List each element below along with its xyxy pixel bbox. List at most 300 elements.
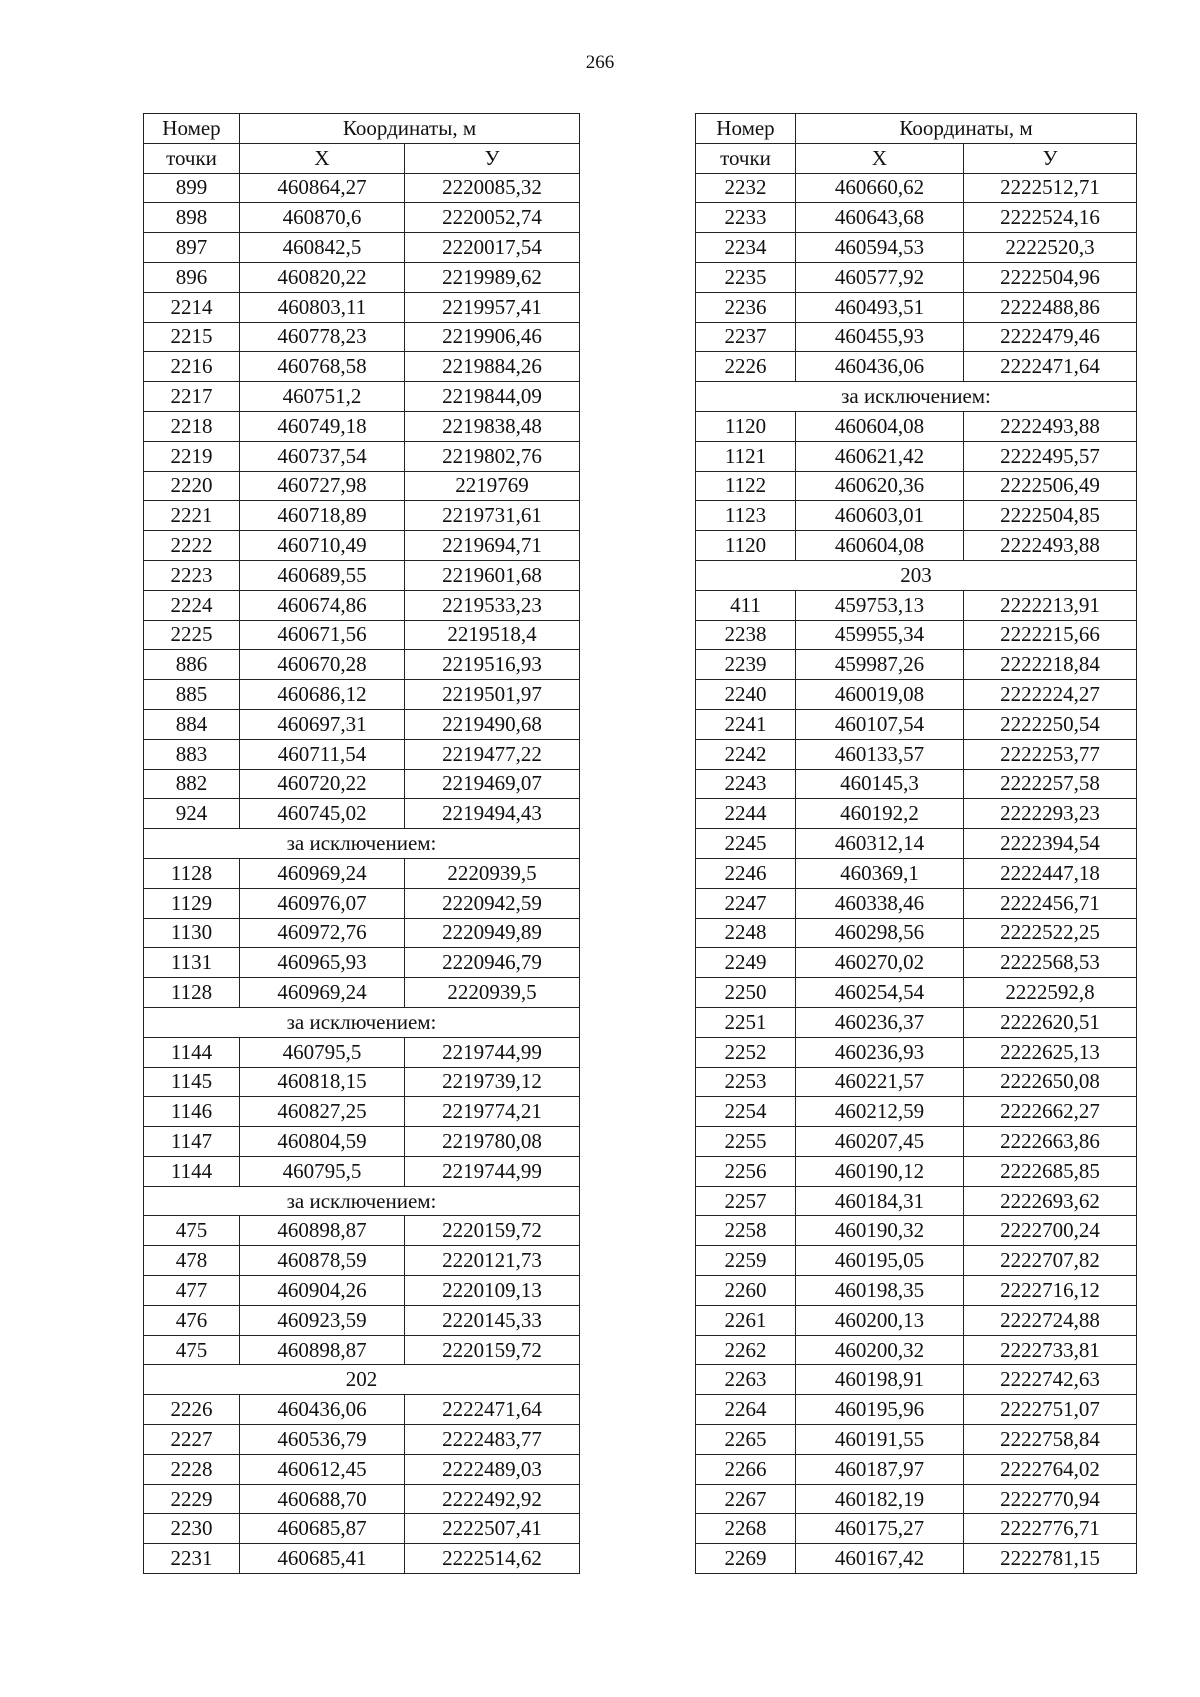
x-coordinate-cell: 460660,62 (796, 173, 964, 203)
y-coordinate-cell: 2222520,3 (964, 233, 1137, 263)
y-coordinate-cell: 2220109,13 (405, 1276, 580, 1306)
y-coordinate-cell: 2222620,51 (964, 1007, 1137, 1037)
point-number-cell: 2256 (696, 1156, 796, 1186)
table-row (696, 858, 1137, 888)
y-coordinate-cell: 2222514,62 (405, 1544, 580, 1574)
table-row (696, 1454, 1137, 1484)
point-number-cell: 2258 (696, 1216, 796, 1246)
table-row (144, 888, 580, 918)
x-coordinate-cell: 460820,22 (240, 262, 405, 292)
y-coordinate-cell: 2219518,4 (405, 620, 580, 650)
y-coordinate-cell: 2222592,8 (964, 978, 1137, 1008)
section-row (144, 829, 580, 859)
y-coordinate-cell: 2219533,23 (405, 590, 580, 620)
table-row (696, 411, 1137, 441)
y-coordinate-cell: 2220946,79 (405, 948, 580, 978)
table-row (144, 560, 580, 590)
x-coordinate-cell: 460803,11 (240, 292, 405, 322)
point-number-cell: 2247 (696, 888, 796, 918)
x-coordinate-cell: 460270,02 (796, 948, 964, 978)
y-coordinate-cell: 2222742,63 (964, 1365, 1137, 1395)
y-coordinate-cell: 2222471,64 (405, 1395, 580, 1425)
y-coordinate-cell: 2220942,59 (405, 888, 580, 918)
section-label: 202 (144, 1365, 580, 1395)
table-body (144, 114, 580, 1574)
page-number: 266 (585, 52, 615, 73)
point-number-cell: 1147 (144, 1127, 240, 1157)
point-number-cell: 477 (144, 1276, 240, 1306)
y-coordinate-cell: 2222257,58 (964, 769, 1137, 799)
point-number-cell: 2235 (696, 262, 796, 292)
table-row (696, 829, 1137, 859)
x-coordinate-cell: 460195,96 (796, 1395, 964, 1425)
point-number-cell: 1128 (144, 858, 240, 888)
table-row (696, 680, 1137, 710)
table-row (144, 501, 580, 531)
table-row (144, 1156, 580, 1186)
y-coordinate-cell: 2222218,84 (964, 650, 1137, 680)
x-coordinate-cell: 460167,42 (796, 1544, 964, 1574)
table-row (144, 978, 580, 1008)
table-row (144, 1544, 580, 1574)
coordinates-table-left (143, 113, 580, 1574)
y-coordinate-cell: 2219739,12 (405, 1067, 580, 1097)
point-number-cell: 2223 (144, 560, 240, 590)
y-coordinate-cell: 2222483,77 (405, 1425, 580, 1455)
x-coordinate-cell: 460604,08 (796, 531, 964, 561)
point-number-cell: 2255 (696, 1127, 796, 1157)
y-coordinate-cell: 2219769 (405, 471, 580, 501)
point-number-cell: 2268 (696, 1514, 796, 1544)
point-number-cell: 1131 (144, 948, 240, 978)
point-number-cell: 2237 (696, 322, 796, 352)
x-coordinate-cell: 460184,31 (796, 1186, 964, 1216)
table-row (696, 352, 1137, 382)
point-number-cell: 884 (144, 709, 240, 739)
y-coordinate-cell: 2219780,08 (405, 1127, 580, 1157)
x-coordinate-cell: 460711,54 (240, 739, 405, 769)
y-coordinate-cell: 2222522,25 (964, 918, 1137, 948)
point-number-cell: 2266 (696, 1454, 796, 1484)
x-coordinate-cell: 460818,15 (240, 1067, 405, 1097)
y-coordinate-cell: 2222751,07 (964, 1395, 1137, 1425)
x-coordinate-cell: 460187,97 (796, 1454, 964, 1484)
point-number-cell: 1120 (696, 411, 796, 441)
table-row (144, 1484, 580, 1514)
x-coordinate-cell: 460727,98 (240, 471, 405, 501)
table-row (144, 948, 580, 978)
y-coordinate-cell: 2222394,54 (964, 829, 1137, 859)
table-row (144, 1216, 580, 1246)
x-coordinate-cell: 460749,18 (240, 411, 405, 441)
point-number-cell: 2230 (144, 1514, 240, 1544)
table-row (696, 650, 1137, 680)
point-number-cell: 2267 (696, 1484, 796, 1514)
table-row (696, 1484, 1137, 1514)
table-row (696, 1276, 1137, 1306)
x-column-header: X (240, 143, 405, 173)
x-coordinate-cell: 460768,58 (240, 352, 405, 382)
y-coordinate-cell: 2222700,24 (964, 1216, 1137, 1246)
x-coordinate-cell: 460804,59 (240, 1127, 405, 1157)
x-coordinate-cell: 460710,49 (240, 531, 405, 561)
y-coordinate-cell: 2222524,16 (964, 203, 1137, 233)
table-row (144, 262, 580, 292)
point-number-cell: 898 (144, 203, 240, 233)
section-label: за исключением: (144, 1186, 580, 1216)
point-number-cell: 2244 (696, 799, 796, 829)
x-coordinate-cell: 460436,06 (796, 352, 964, 382)
x-coordinate-cell: 460338,46 (796, 888, 964, 918)
table-row (144, 531, 580, 561)
point-number-cell: 2240 (696, 680, 796, 710)
point-number-cell: 2252 (696, 1037, 796, 1067)
y-coordinate-cell: 2219774,21 (405, 1097, 580, 1127)
point-number-cell: 2219 (144, 441, 240, 471)
table-row (144, 1037, 580, 1067)
x-coordinate-cell: 460603,01 (796, 501, 964, 531)
point-number-cell: 2246 (696, 858, 796, 888)
x-coordinate-cell: 460577,92 (796, 262, 964, 292)
y-coordinate-cell: 2220159,72 (405, 1216, 580, 1246)
x-coordinate-cell: 460455,93 (796, 322, 964, 352)
x-coordinate-cell: 460972,76 (240, 918, 405, 948)
table-row (696, 799, 1137, 829)
y-coordinate-cell: 2222663,86 (964, 1127, 1137, 1157)
x-coordinate-cell: 460737,54 (240, 441, 405, 471)
y-coordinate-cell: 2222781,15 (964, 1544, 1137, 1574)
table-row (144, 1514, 580, 1544)
point-number-cell: 896 (144, 262, 240, 292)
table-row (144, 1067, 580, 1097)
table-row (144, 1127, 580, 1157)
y-coordinate-cell: 2222693,62 (964, 1186, 1137, 1216)
y-column-header: У (964, 143, 1137, 173)
x-coordinate-cell: 460212,59 (796, 1097, 964, 1127)
table-row (696, 1335, 1137, 1365)
table-row (696, 918, 1137, 948)
x-coordinate-cell: 460192,2 (796, 799, 964, 829)
y-coordinate-cell: 2219957,41 (405, 292, 580, 322)
y-coordinate-cell: 2222625,13 (964, 1037, 1137, 1067)
coordinates-header: Координаты, м (796, 114, 1137, 144)
point-number-cell: 2217 (144, 382, 240, 412)
x-coordinate-cell: 460594,53 (796, 233, 964, 263)
y-coordinate-cell: 2219802,76 (405, 441, 580, 471)
point-number-header-bottom: точки (144, 143, 240, 173)
table-row (144, 352, 580, 382)
table-row (696, 1156, 1137, 1186)
y-coordinate-cell: 2219744,99 (405, 1156, 580, 1186)
y-coordinate-cell: 2222489,03 (405, 1454, 580, 1484)
x-coordinate-cell: 460175,27 (796, 1514, 964, 1544)
point-number-cell: 2253 (696, 1067, 796, 1097)
x-coordinate-cell: 460198,91 (796, 1365, 964, 1395)
y-coordinate-cell: 2220121,73 (405, 1246, 580, 1276)
x-coordinate-cell: 460612,45 (240, 1454, 405, 1484)
point-number-cell: 2238 (696, 620, 796, 650)
point-number-cell: 2218 (144, 411, 240, 441)
point-number-cell: 883 (144, 739, 240, 769)
x-coordinate-cell: 460674,86 (240, 590, 405, 620)
x-coordinate-cell: 460312,14 (796, 829, 964, 859)
point-number-cell: 2233 (696, 203, 796, 233)
point-number-cell: 2257 (696, 1186, 796, 1216)
point-number-cell: 1130 (144, 918, 240, 948)
x-coordinate-cell: 460904,26 (240, 1276, 405, 1306)
y-column-header: У (405, 143, 580, 173)
table-row (144, 1335, 580, 1365)
x-coordinate-cell: 460685,41 (240, 1544, 405, 1574)
x-coordinate-cell: 460864,27 (240, 173, 405, 203)
y-coordinate-cell: 2222685,85 (964, 1156, 1137, 1186)
point-number-cell: 2225 (144, 620, 240, 650)
point-number-cell: 897 (144, 233, 240, 263)
y-coordinate-cell: 2222215,66 (964, 620, 1137, 650)
point-number-cell: 882 (144, 769, 240, 799)
point-number-cell: 2232 (696, 173, 796, 203)
y-coordinate-cell: 2222776,71 (964, 1514, 1137, 1544)
point-number-cell: 2214 (144, 292, 240, 322)
x-coordinate-cell: 460604,08 (796, 411, 964, 441)
table-row (696, 978, 1137, 1008)
table-row (144, 680, 580, 710)
x-coordinate-cell: 460236,93 (796, 1037, 964, 1067)
header-row (696, 143, 1137, 173)
table-row (144, 203, 580, 233)
point-number-cell: 1145 (144, 1067, 240, 1097)
table-row (144, 650, 580, 680)
y-coordinate-cell: 2220939,5 (405, 858, 580, 888)
y-coordinate-cell: 2222707,82 (964, 1246, 1137, 1276)
point-number-cell: 476 (144, 1305, 240, 1335)
table-row (144, 292, 580, 322)
y-coordinate-cell: 2222447,18 (964, 858, 1137, 888)
point-number-cell: 411 (696, 590, 796, 620)
table-row (696, 769, 1137, 799)
y-coordinate-cell: 2222504,85 (964, 501, 1137, 531)
header-row (696, 114, 1137, 144)
x-coordinate-cell: 460298,56 (796, 918, 964, 948)
x-coordinate-cell: 460145,3 (796, 769, 964, 799)
table-row (144, 739, 580, 769)
header-row (144, 114, 580, 144)
point-number-cell: 1129 (144, 888, 240, 918)
x-coordinate-cell: 460689,55 (240, 560, 405, 590)
table-row (696, 1186, 1137, 1216)
point-number-cell: 899 (144, 173, 240, 203)
y-coordinate-cell: 2222506,49 (964, 471, 1137, 501)
x-coordinate-cell: 460745,02 (240, 799, 405, 829)
x-coordinate-cell: 460720,22 (240, 769, 405, 799)
table-row (144, 471, 580, 501)
y-coordinate-cell: 2222471,64 (964, 352, 1137, 382)
x-coordinate-cell: 460795,5 (240, 1037, 405, 1067)
table-row (696, 1097, 1137, 1127)
point-number-cell: 2250 (696, 978, 796, 1008)
point-number-header-top: Номер (696, 114, 796, 144)
table-body (696, 114, 1137, 1574)
x-coordinate-cell: 460976,07 (240, 888, 405, 918)
y-coordinate-cell: 2222504,96 (964, 262, 1137, 292)
point-number-cell: 2260 (696, 1276, 796, 1306)
point-number-cell: 2236 (696, 292, 796, 322)
x-coordinate-cell: 460236,37 (796, 1007, 964, 1037)
x-coordinate-cell: 460686,12 (240, 680, 405, 710)
table-row (696, 1037, 1137, 1067)
y-coordinate-cell: 2222733,81 (964, 1335, 1137, 1365)
x-coordinate-cell: 460182,19 (796, 1484, 964, 1514)
table-row (144, 1305, 580, 1335)
x-coordinate-cell: 460923,59 (240, 1305, 405, 1335)
section-row (144, 1186, 580, 1216)
point-number-cell: 475 (144, 1335, 240, 1365)
table-row (696, 1067, 1137, 1097)
y-coordinate-cell: 2222492,92 (405, 1484, 580, 1514)
point-number-cell: 2231 (144, 1544, 240, 1574)
point-number-cell: 2216 (144, 352, 240, 382)
point-number-cell: 1128 (144, 978, 240, 1008)
point-number-cell: 1144 (144, 1156, 240, 1186)
x-coordinate-cell: 460198,35 (796, 1276, 964, 1306)
x-coordinate-cell: 460191,55 (796, 1425, 964, 1455)
y-coordinate-cell: 2219477,22 (405, 739, 580, 769)
x-coordinate-cell: 460190,12 (796, 1156, 964, 1186)
y-coordinate-cell: 2219490,68 (405, 709, 580, 739)
section-label: 203 (696, 560, 1137, 590)
table-row (144, 1454, 580, 1484)
table-row (696, 620, 1137, 650)
y-coordinate-cell: 2219731,61 (405, 501, 580, 531)
point-number-cell: 886 (144, 650, 240, 680)
point-number-cell: 2234 (696, 233, 796, 263)
point-number-cell: 924 (144, 799, 240, 829)
y-coordinate-cell: 2220085,32 (405, 173, 580, 203)
y-coordinate-cell: 2222716,12 (964, 1276, 1137, 1306)
y-coordinate-cell: 2222253,77 (964, 739, 1137, 769)
x-coordinate-cell: 460254,54 (796, 978, 964, 1008)
x-coordinate-cell: 460207,45 (796, 1127, 964, 1157)
point-number-cell: 2254 (696, 1097, 796, 1127)
y-coordinate-cell: 2220017,54 (405, 233, 580, 263)
y-coordinate-cell: 2219516,93 (405, 650, 580, 680)
y-coordinate-cell: 2219469,07 (405, 769, 580, 799)
y-coordinate-cell: 2219884,26 (405, 352, 580, 382)
point-number-cell: 1123 (696, 501, 796, 531)
y-coordinate-cell: 2220145,33 (405, 1305, 580, 1335)
table-row (144, 411, 580, 441)
x-coordinate-cell: 460621,42 (796, 441, 964, 471)
y-coordinate-cell: 2222493,88 (964, 411, 1137, 441)
table-row (696, 292, 1137, 322)
point-number-cell: 2269 (696, 1544, 796, 1574)
y-coordinate-cell: 2219838,48 (405, 411, 580, 441)
table-row (144, 1097, 580, 1127)
table-row (144, 441, 580, 471)
x-coordinate-cell: 460107,54 (796, 709, 964, 739)
table-row (696, 173, 1137, 203)
table-row (696, 322, 1137, 352)
table-row (696, 1127, 1137, 1157)
section-row (144, 1365, 580, 1395)
y-coordinate-cell: 2220939,5 (405, 978, 580, 1008)
y-coordinate-cell: 2222724,88 (964, 1305, 1137, 1335)
point-number-cell: 1146 (144, 1097, 240, 1127)
point-number-cell: 885 (144, 680, 240, 710)
table-row (144, 620, 580, 650)
x-coordinate-cell: 459753,13 (796, 590, 964, 620)
table-row (696, 709, 1137, 739)
x-coordinate-cell: 460200,32 (796, 1335, 964, 1365)
point-number-cell: 2245 (696, 829, 796, 859)
y-coordinate-cell: 2220052,74 (405, 203, 580, 233)
x-coordinate-cell: 460688,70 (240, 1484, 405, 1514)
point-number-cell: 1144 (144, 1037, 240, 1067)
x-coordinate-cell: 460969,24 (240, 858, 405, 888)
point-number-cell: 2229 (144, 1484, 240, 1514)
point-number-cell: 2222 (144, 531, 240, 561)
table-row (144, 233, 580, 263)
y-coordinate-cell: 2222764,02 (964, 1454, 1137, 1484)
x-coordinate-cell: 460643,68 (796, 203, 964, 233)
x-coordinate-cell: 460221,57 (796, 1067, 964, 1097)
x-coordinate-cell: 460827,25 (240, 1097, 405, 1127)
table-row (696, 1365, 1137, 1395)
y-coordinate-cell: 2222650,08 (964, 1067, 1137, 1097)
table-row (696, 1544, 1137, 1574)
table-row (696, 1216, 1137, 1246)
table-row (696, 441, 1137, 471)
y-coordinate-cell: 2222224,27 (964, 680, 1137, 710)
table-row (144, 382, 580, 412)
y-coordinate-cell: 2219844,09 (405, 382, 580, 412)
table-row (144, 1246, 580, 1276)
y-coordinate-cell: 2222250,54 (964, 709, 1137, 739)
point-number-cell: 2227 (144, 1425, 240, 1455)
point-number-cell: 2248 (696, 918, 796, 948)
table-row (144, 322, 580, 352)
x-coordinate-cell: 460493,51 (796, 292, 964, 322)
table-row (696, 471, 1137, 501)
point-number-cell: 478 (144, 1246, 240, 1276)
coordinates-header: Координаты, м (240, 114, 580, 144)
table-row (144, 590, 580, 620)
section-label: за исключением: (696, 382, 1137, 412)
table-row (696, 1246, 1137, 1276)
table-row (696, 1007, 1137, 1037)
y-coordinate-cell: 2219601,68 (405, 560, 580, 590)
y-coordinate-cell: 2222770,94 (964, 1484, 1137, 1514)
section-label: за исключением: (144, 1007, 580, 1037)
table-row (696, 888, 1137, 918)
point-number-cell: 2261 (696, 1305, 796, 1335)
table-row (696, 531, 1137, 561)
point-number-cell: 1120 (696, 531, 796, 561)
x-coordinate-cell: 460878,59 (240, 1246, 405, 1276)
x-coordinate-cell: 460969,24 (240, 978, 405, 1008)
point-number-header-bottom: точки (696, 143, 796, 173)
point-number-cell: 2226 (144, 1395, 240, 1425)
section-row (696, 560, 1137, 590)
table-row (144, 769, 580, 799)
table-row (144, 709, 580, 739)
y-coordinate-cell: 2219694,71 (405, 531, 580, 561)
x-coordinate-cell: 459987,26 (796, 650, 964, 680)
x-coordinate-cell: 460697,31 (240, 709, 405, 739)
point-number-cell: 2215 (144, 322, 240, 352)
y-coordinate-cell: 2222512,71 (964, 173, 1137, 203)
point-number-cell: 2259 (696, 1246, 796, 1276)
